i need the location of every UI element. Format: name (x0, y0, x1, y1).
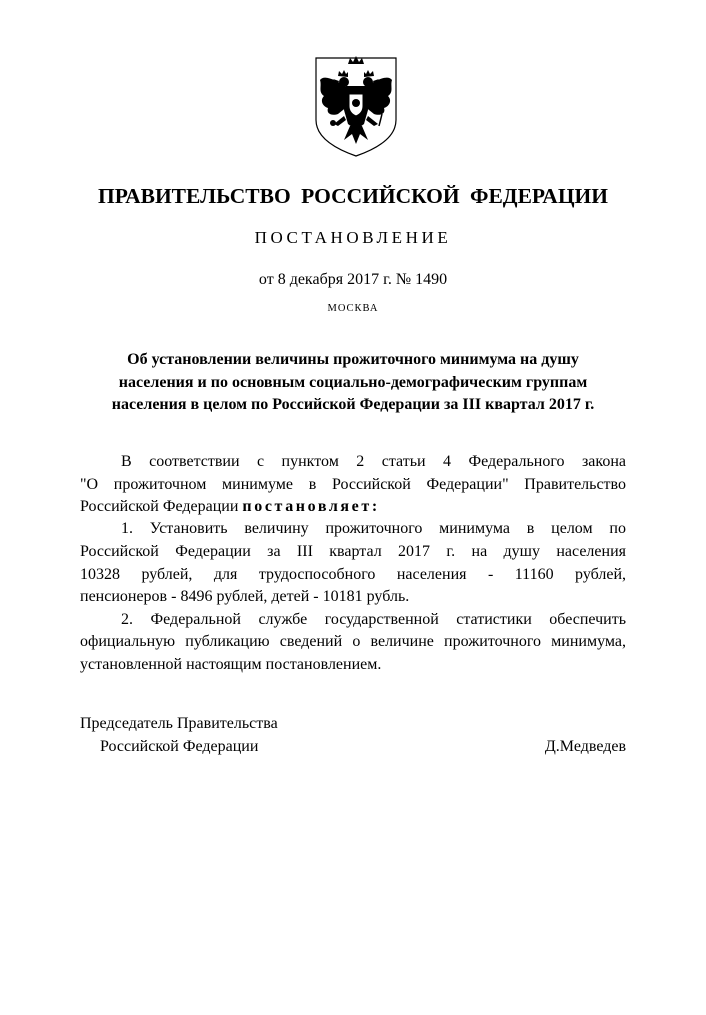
city-label: МОСКВА (327, 303, 379, 314)
body-line: установленной настоящим постановлением. (80, 656, 382, 673)
body-line: официальную публикацию сведений о величине прожиточного минимума, (80, 633, 626, 650)
body-line: 1. Установить величину прожиточного минимума в целом по (121, 520, 626, 537)
document-type: ПОСТАНОВЛЕНИЕ (254, 228, 452, 247)
heading-line: населения в целом по Российской Федерации за III квартал 2017 г. (111, 396, 595, 413)
signature-name: Д.Медведев (544, 738, 626, 755)
body-line: 2. Федеральной службе государственной статистики обеспечить (121, 611, 626, 628)
body-line: 10328 рублей, для трудоспособного населения - 11160 рублей, (80, 566, 626, 583)
body-line (80, 496, 626, 519)
organization-title: ПРАВИТЕЛЬСТВО РОССИЙСКОЙ ФЕДЕРАЦИИ (97, 184, 608, 208)
document-heading (80, 349, 626, 417)
signature-position: Председатель Правительства (80, 715, 278, 732)
body-line: В соответствии с пунктом 2 статьи 4 Федерального закона (121, 453, 626, 470)
body-line: "О прожиточном минимуме в Российской Федерации" Правительство (80, 476, 626, 493)
heading-line: Об установлении величины прожиточного минимума на душу (127, 351, 579, 368)
heading-line: населения и по основным социально-демографическим группам (118, 373, 588, 391)
resolve-keyword: постановляет: (242, 498, 380, 515)
body-text: Российской Федерации (80, 498, 243, 515)
coat-of-arms-icon (308, 50, 404, 160)
date-and-number: от 8 декабря 2017 г. № 1490 (258, 271, 448, 288)
body-line: Российской Федерации за III квартал 2017 г. на душу населения (80, 543, 626, 560)
body-line: пенсионеров - 8496 рублей, детей - 10181 рубль. (80, 588, 410, 605)
signature-position: Российской Федерации (100, 738, 259, 755)
